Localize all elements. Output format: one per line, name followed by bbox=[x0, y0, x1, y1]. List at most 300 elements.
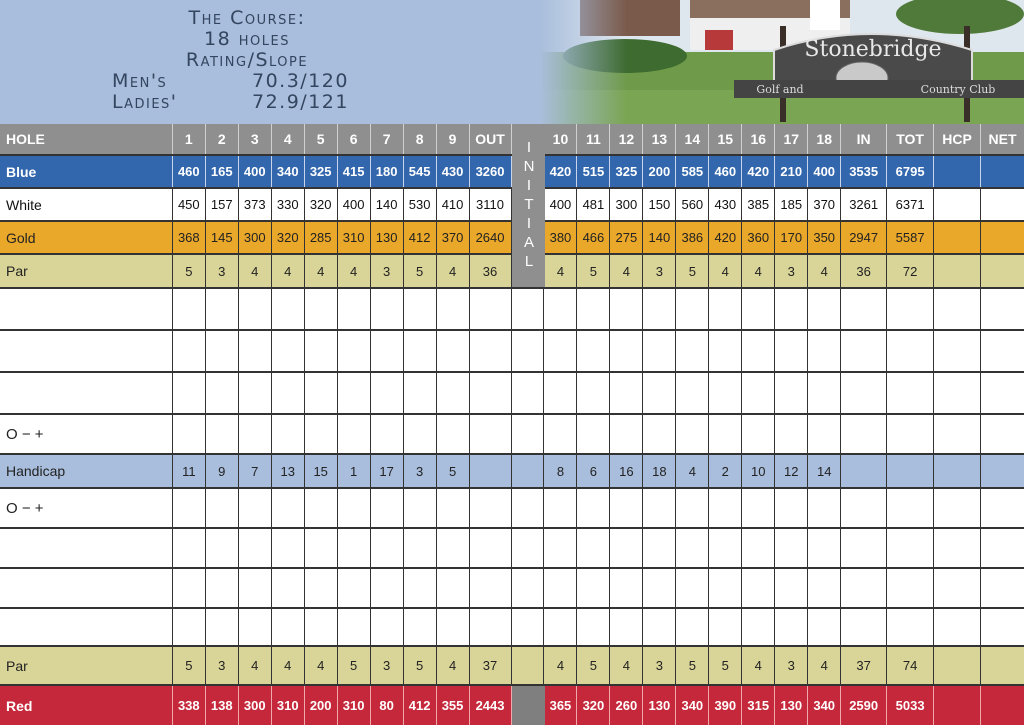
score-cell[interactable] bbox=[338, 569, 371, 607]
score-cell[interactable] bbox=[808, 609, 841, 645]
score-cell[interactable] bbox=[173, 609, 206, 645]
handicap-cell: 13 bbox=[272, 455, 305, 487]
par-cell: 4 bbox=[437, 647, 470, 684]
par-cell: 5 bbox=[173, 647, 206, 684]
score-cell[interactable] bbox=[305, 289, 338, 329]
player-name-cell[interactable] bbox=[0, 529, 173, 567]
score-cell[interactable] bbox=[206, 609, 239, 645]
tot-total: 6371 bbox=[887, 189, 934, 220]
net-cell[interactable] bbox=[981, 255, 1024, 287]
out-total: 37 bbox=[470, 647, 512, 684]
score-cell[interactable] bbox=[610, 373, 643, 413]
score-cell[interactable] bbox=[305, 609, 338, 645]
col-tot: TOT bbox=[887, 124, 934, 154]
score-cell[interactable] bbox=[643, 489, 676, 527]
score-cell[interactable] bbox=[775, 489, 808, 527]
score-cell[interactable] bbox=[676, 569, 709, 607]
out-score-cell[interactable] bbox=[470, 609, 512, 645]
grid-rule bbox=[0, 413, 1024, 415]
net-cell[interactable] bbox=[981, 156, 1024, 187]
score-cell[interactable] bbox=[709, 415, 742, 453]
hcp-cell[interactable] bbox=[934, 373, 981, 413]
par-cell: 4 bbox=[239, 255, 272, 287]
initial-cell[interactable] bbox=[512, 331, 545, 371]
score-cell[interactable] bbox=[709, 609, 742, 645]
score-cell[interactable] bbox=[643, 529, 676, 567]
score-cell[interactable] bbox=[544, 289, 577, 329]
score-cell[interactable] bbox=[610, 609, 643, 645]
score-cell[interactable] bbox=[305, 569, 338, 607]
score-cell[interactable] bbox=[305, 373, 338, 413]
score-cell[interactable] bbox=[206, 415, 239, 453]
score-cell[interactable] bbox=[371, 609, 404, 645]
out-score-cell[interactable] bbox=[470, 529, 512, 567]
score-cell[interactable] bbox=[742, 373, 775, 413]
tot-score-cell[interactable] bbox=[887, 569, 934, 607]
hcp-cell[interactable] bbox=[934, 189, 981, 220]
score-cell[interactable] bbox=[371, 569, 404, 607]
score-cell[interactable] bbox=[437, 569, 470, 607]
score-cell[interactable] bbox=[544, 529, 577, 567]
score-cell[interactable] bbox=[742, 289, 775, 329]
grid-rule bbox=[0, 329, 1024, 331]
score-cell[interactable] bbox=[239, 331, 272, 371]
score-cell[interactable] bbox=[709, 289, 742, 329]
plus-minus-row-2[interactable] bbox=[0, 489, 1024, 527]
hcp-cell[interactable] bbox=[934, 647, 981, 684]
net-cell[interactable] bbox=[981, 569, 1024, 607]
score-cell[interactable] bbox=[808, 289, 841, 329]
par-cell: 5 bbox=[404, 255, 437, 287]
score-cell[interactable] bbox=[775, 529, 808, 567]
score-cell[interactable] bbox=[404, 415, 437, 453]
score-cell[interactable] bbox=[610, 529, 643, 567]
score-cell[interactable] bbox=[305, 415, 338, 453]
yardage-cell: 300 bbox=[610, 189, 643, 220]
tot-score-cell[interactable] bbox=[887, 489, 934, 527]
grid-rule bbox=[0, 567, 1024, 569]
score-cell[interactable] bbox=[206, 289, 239, 329]
in-score-cell[interactable] bbox=[841, 373, 887, 413]
score-cell[interactable] bbox=[643, 373, 676, 413]
score-cell[interactable] bbox=[544, 489, 577, 527]
yardage-cell: 157 bbox=[206, 189, 239, 220]
score-cell[interactable] bbox=[643, 331, 676, 371]
out-score-cell[interactable] bbox=[470, 331, 512, 371]
score-cell[interactable] bbox=[239, 289, 272, 329]
net-cell[interactable] bbox=[981, 455, 1024, 487]
score-cell[interactable] bbox=[709, 529, 742, 567]
out-total: 36 bbox=[470, 255, 512, 287]
par-cell: 4 bbox=[338, 255, 371, 287]
score-cell[interactable] bbox=[206, 569, 239, 607]
score-cell[interactable] bbox=[709, 489, 742, 527]
tot-score-cell[interactable] bbox=[887, 289, 934, 329]
net-cell[interactable] bbox=[981, 529, 1024, 567]
par-cell: 5 bbox=[404, 647, 437, 684]
in-total: 36 bbox=[841, 255, 887, 287]
tot-score-cell[interactable] bbox=[887, 331, 934, 371]
net-cell[interactable] bbox=[981, 415, 1024, 453]
score-cell[interactable] bbox=[544, 569, 577, 607]
tot-total: 74 bbox=[887, 647, 934, 684]
yardage-cell: 275 bbox=[610, 222, 643, 253]
yardage-cell: 350 bbox=[808, 222, 841, 253]
score-cell[interactable] bbox=[272, 569, 305, 607]
score-cell[interactable] bbox=[577, 331, 610, 371]
score-cell[interactable] bbox=[239, 569, 272, 607]
yardage-cell: 260 bbox=[610, 686, 643, 725]
score-cell[interactable] bbox=[272, 331, 305, 371]
handicap-cell: 6 bbox=[577, 455, 610, 487]
score-cell[interactable] bbox=[404, 331, 437, 371]
score-cell[interactable] bbox=[808, 489, 841, 527]
yardage-cell: 400 bbox=[544, 189, 577, 220]
score-cell[interactable] bbox=[643, 609, 676, 645]
net-cell[interactable] bbox=[981, 189, 1024, 220]
tot-score-cell[interactable] bbox=[887, 373, 934, 413]
in-total: 3261 bbox=[841, 189, 887, 220]
out-score-cell[interactable] bbox=[470, 489, 512, 527]
score-cell[interactable] bbox=[577, 569, 610, 607]
scorecard-grid bbox=[0, 124, 1024, 725]
score-cell[interactable] bbox=[404, 529, 437, 567]
score-cell[interactable] bbox=[676, 529, 709, 567]
yardage-cell: 140 bbox=[643, 222, 676, 253]
yardage-cell: 400 bbox=[239, 156, 272, 187]
par-cell: 3 bbox=[371, 647, 404, 684]
score-cell[interactable] bbox=[371, 331, 404, 371]
ladies-label: Ladies' bbox=[112, 91, 178, 113]
score-cell[interactable] bbox=[173, 289, 206, 329]
score-cell[interactable] bbox=[404, 609, 437, 645]
initial-cell[interactable] bbox=[512, 529, 545, 567]
par-cell: 4 bbox=[808, 647, 841, 684]
yardage-cell: 165 bbox=[206, 156, 239, 187]
yardage-cell: 420 bbox=[544, 156, 577, 187]
score-cell[interactable] bbox=[577, 289, 610, 329]
plus-minus-row-1[interactable] bbox=[0, 415, 1024, 453]
initial-cell[interactable] bbox=[512, 289, 545, 329]
yardage-cell: 300 bbox=[239, 686, 272, 725]
par-cell: 4 bbox=[709, 255, 742, 287]
score-row-4[interactable] bbox=[0, 529, 1024, 567]
score-cell[interactable] bbox=[808, 529, 841, 567]
score-cell[interactable] bbox=[709, 373, 742, 413]
score-cell[interactable] bbox=[239, 609, 272, 645]
score-cell[interactable] bbox=[544, 331, 577, 371]
in-score-cell[interactable] bbox=[841, 569, 887, 607]
in-score-cell[interactable] bbox=[841, 289, 887, 329]
score-cell[interactable] bbox=[371, 489, 404, 527]
col-2: 2 bbox=[206, 124, 239, 154]
score-cell[interactable] bbox=[404, 489, 437, 527]
grid-rule bbox=[0, 487, 1024, 489]
in-total: 2947 bbox=[841, 222, 887, 253]
score-cell[interactable] bbox=[577, 609, 610, 645]
score-cell[interactable] bbox=[808, 569, 841, 607]
hcp-cell[interactable] bbox=[934, 222, 981, 253]
net-cell[interactable] bbox=[981, 331, 1024, 371]
score-cell[interactable] bbox=[338, 609, 371, 645]
score-cell[interactable] bbox=[775, 289, 808, 329]
score-cell[interactable] bbox=[610, 569, 643, 607]
net-cell[interactable] bbox=[981, 489, 1024, 527]
in-score-cell[interactable] bbox=[841, 489, 887, 527]
out-score-cell[interactable] bbox=[470, 373, 512, 413]
net-cell[interactable] bbox=[981, 222, 1024, 253]
in-score-cell[interactable] bbox=[841, 415, 887, 453]
score-cell[interactable] bbox=[338, 289, 371, 329]
score-cell[interactable] bbox=[742, 569, 775, 607]
score-cell[interactable] bbox=[206, 489, 239, 527]
score-cell[interactable] bbox=[206, 529, 239, 567]
score-row-6[interactable] bbox=[0, 609, 1024, 645]
yardage-cell: 515 bbox=[577, 156, 610, 187]
score-cell[interactable] bbox=[437, 289, 470, 329]
ladies-rating-row bbox=[112, 92, 382, 113]
player-name-cell[interactable] bbox=[0, 609, 173, 645]
score-cell[interactable] bbox=[643, 289, 676, 329]
score-cell[interactable] bbox=[676, 331, 709, 371]
handicap-cell: 12 bbox=[775, 455, 808, 487]
sign-left-text: Golf and bbox=[756, 83, 804, 96]
score-cell[interactable] bbox=[676, 373, 709, 413]
out-score-cell[interactable] bbox=[470, 569, 512, 607]
net-cell[interactable] bbox=[981, 647, 1024, 684]
score-cell[interactable] bbox=[272, 489, 305, 527]
player-name-cell[interactable] bbox=[0, 569, 173, 607]
score-cell[interactable] bbox=[404, 569, 437, 607]
score-cell[interactable] bbox=[643, 569, 676, 607]
score-cell[interactable] bbox=[775, 373, 808, 413]
score-cell[interactable] bbox=[272, 289, 305, 329]
score-cell[interactable] bbox=[577, 415, 610, 453]
score-cell[interactable] bbox=[577, 529, 610, 567]
hcp-cell[interactable] bbox=[934, 489, 981, 527]
yardage-cell: 140 bbox=[371, 189, 404, 220]
score-cell[interactable] bbox=[742, 489, 775, 527]
score-cell[interactable] bbox=[610, 331, 643, 371]
hcp-cell[interactable] bbox=[934, 609, 981, 645]
score-cell[interactable] bbox=[206, 373, 239, 413]
score-cell[interactable] bbox=[610, 415, 643, 453]
yardage-cell: 338 bbox=[173, 686, 206, 725]
handicap-cell: 5 bbox=[437, 455, 470, 487]
yardage-cell: 380 bbox=[544, 222, 577, 253]
score-cell[interactable] bbox=[742, 609, 775, 645]
score-cell[interactable] bbox=[239, 489, 272, 527]
score-cell[interactable] bbox=[206, 331, 239, 371]
score-cell[interactable] bbox=[371, 289, 404, 329]
col-17: 17 bbox=[775, 124, 808, 154]
score-cell[interactable] bbox=[173, 331, 206, 371]
score-cell[interactable] bbox=[709, 569, 742, 607]
yardage-cell: 373 bbox=[239, 189, 272, 220]
score-cell[interactable] bbox=[173, 569, 206, 607]
yardage-cell: 368 bbox=[173, 222, 206, 253]
score-cell[interactable] bbox=[676, 415, 709, 453]
sign-name: Stonebridge bbox=[804, 37, 942, 62]
handicap-cell: 16 bbox=[610, 455, 643, 487]
score-cell[interactable] bbox=[742, 415, 775, 453]
score-cell[interactable] bbox=[437, 331, 470, 371]
yardage-cell: 130 bbox=[371, 222, 404, 253]
yardage-cell: 310 bbox=[338, 222, 371, 253]
tot-score-cell[interactable] bbox=[887, 529, 934, 567]
tot-score-cell[interactable] bbox=[887, 609, 934, 645]
hcp-cell[interactable] bbox=[934, 156, 981, 187]
par-row-ladies bbox=[0, 647, 1024, 684]
hcp-cell[interactable] bbox=[934, 455, 981, 487]
score-cell[interactable] bbox=[742, 331, 775, 371]
in-score-cell[interactable] bbox=[841, 529, 887, 567]
score-cell[interactable] bbox=[173, 415, 206, 453]
yardage-cell: 385 bbox=[742, 189, 775, 220]
score-cell[interactable] bbox=[305, 529, 338, 567]
score-cell[interactable] bbox=[676, 609, 709, 645]
score-cell[interactable] bbox=[676, 289, 709, 329]
score-cell[interactable] bbox=[272, 529, 305, 567]
handicap-cell: 8 bbox=[544, 455, 577, 487]
score-cell[interactable] bbox=[338, 331, 371, 371]
score-cell[interactable] bbox=[404, 289, 437, 329]
score-cell[interactable] bbox=[742, 529, 775, 567]
score-cell[interactable] bbox=[272, 415, 305, 453]
score-row-3[interactable] bbox=[0, 373, 1024, 413]
score-cell[interactable] bbox=[239, 415, 272, 453]
net-cell[interactable] bbox=[981, 686, 1024, 725]
plus-minus-label bbox=[0, 415, 173, 453]
col-11: 11 bbox=[577, 124, 610, 154]
initial-cell[interactable] bbox=[512, 415, 545, 453]
score-cell[interactable] bbox=[437, 373, 470, 413]
player-name-cell[interactable] bbox=[0, 373, 173, 413]
score-cell[interactable] bbox=[338, 373, 371, 413]
yardage-cell: 370 bbox=[808, 189, 841, 220]
score-cell[interactable] bbox=[371, 415, 404, 453]
score-cell[interactable] bbox=[272, 373, 305, 413]
score-cell[interactable] bbox=[437, 609, 470, 645]
yardage-cell: 420 bbox=[709, 222, 742, 253]
initial-cell[interactable] bbox=[512, 609, 545, 645]
initial-cell[interactable] bbox=[512, 569, 545, 607]
yardage-cell: 80 bbox=[371, 686, 404, 725]
score-cell[interactable] bbox=[173, 373, 206, 413]
score-cell[interactable] bbox=[371, 529, 404, 567]
score-cell[interactable] bbox=[808, 415, 841, 453]
score-cell[interactable] bbox=[305, 489, 338, 527]
yardage-cell: 150 bbox=[643, 189, 676, 220]
col-7: 7 bbox=[371, 124, 404, 154]
score-cell[interactable] bbox=[239, 373, 272, 413]
score-row-1[interactable] bbox=[0, 289, 1024, 329]
score-cell[interactable] bbox=[437, 415, 470, 453]
hcp-cell[interactable] bbox=[934, 686, 981, 725]
par-cell: 4 bbox=[544, 255, 577, 287]
score-cell[interactable] bbox=[544, 609, 577, 645]
net-cell[interactable] bbox=[981, 609, 1024, 645]
score-cell[interactable] bbox=[775, 415, 808, 453]
yardage-cell: 300 bbox=[239, 222, 272, 253]
score-cell[interactable] bbox=[808, 331, 841, 371]
score-cell[interactable] bbox=[338, 489, 371, 527]
col-16: 16 bbox=[742, 124, 775, 154]
score-cell[interactable] bbox=[338, 415, 371, 453]
score-cell[interactable] bbox=[437, 489, 470, 527]
score-cell[interactable] bbox=[577, 373, 610, 413]
in-score-cell[interactable] bbox=[841, 331, 887, 371]
score-cell[interactable] bbox=[173, 489, 206, 527]
score-cell[interactable] bbox=[544, 373, 577, 413]
net-cell[interactable] bbox=[981, 289, 1024, 329]
row-label: Blue bbox=[0, 156, 173, 187]
score-cell[interactable] bbox=[610, 489, 643, 527]
score-cell[interactable] bbox=[775, 609, 808, 645]
out-score-cell[interactable] bbox=[470, 415, 512, 453]
tot-score-cell[interactable] bbox=[887, 415, 934, 453]
hcp-cell[interactable] bbox=[934, 529, 981, 567]
score-cell[interactable] bbox=[371, 373, 404, 413]
initial-cell[interactable] bbox=[512, 373, 545, 413]
yardage-cell: 430 bbox=[709, 189, 742, 220]
handicap-cell: 18 bbox=[643, 455, 676, 487]
score-cell[interactable] bbox=[437, 529, 470, 567]
col-9: 9 bbox=[437, 124, 470, 154]
par-cell: 4 bbox=[742, 647, 775, 684]
score-cell[interactable] bbox=[775, 331, 808, 371]
score-cell[interactable] bbox=[338, 529, 371, 567]
out-score-cell[interactable] bbox=[470, 289, 512, 329]
col-1: 1 bbox=[173, 124, 206, 154]
score-cell[interactable] bbox=[610, 289, 643, 329]
par-cell: 4 bbox=[808, 255, 841, 287]
in-total bbox=[841, 455, 887, 487]
score-cell[interactable] bbox=[239, 529, 272, 567]
score-cell[interactable] bbox=[775, 569, 808, 607]
yardage-cell: 481 bbox=[577, 189, 610, 220]
score-cell[interactable] bbox=[643, 415, 676, 453]
hcp-cell[interactable] bbox=[934, 331, 981, 371]
score-cell[interactable] bbox=[272, 609, 305, 645]
score-cell[interactable] bbox=[577, 489, 610, 527]
yardage-cell: 130 bbox=[775, 686, 808, 725]
net-cell[interactable] bbox=[981, 373, 1024, 413]
player-name-cell[interactable] bbox=[0, 331, 173, 371]
hcp-cell[interactable] bbox=[934, 255, 981, 287]
score-cell[interactable] bbox=[404, 373, 437, 413]
hcp-cell[interactable] bbox=[934, 289, 981, 329]
score-row-2[interactable] bbox=[0, 331, 1024, 371]
hcp-cell[interactable] bbox=[934, 569, 981, 607]
tot-total: 6795 bbox=[887, 156, 934, 187]
col-10: 10 bbox=[544, 124, 577, 154]
score-cell[interactable] bbox=[305, 331, 338, 371]
hcp-cell[interactable] bbox=[934, 415, 981, 453]
course-holes: 18 holes bbox=[204, 28, 290, 50]
score-row-5[interactable] bbox=[0, 569, 1024, 607]
score-cell[interactable] bbox=[676, 489, 709, 527]
score-cell[interactable] bbox=[709, 331, 742, 371]
score-cell[interactable] bbox=[173, 529, 206, 567]
initial-cell[interactable] bbox=[512, 489, 545, 527]
yardage-cell: 320 bbox=[577, 686, 610, 725]
score-cell[interactable] bbox=[544, 415, 577, 453]
out-total: 2443 bbox=[470, 686, 512, 725]
score-cell[interactable] bbox=[808, 373, 841, 413]
player-name-cell[interactable] bbox=[0, 289, 173, 329]
in-score-cell[interactable] bbox=[841, 609, 887, 645]
